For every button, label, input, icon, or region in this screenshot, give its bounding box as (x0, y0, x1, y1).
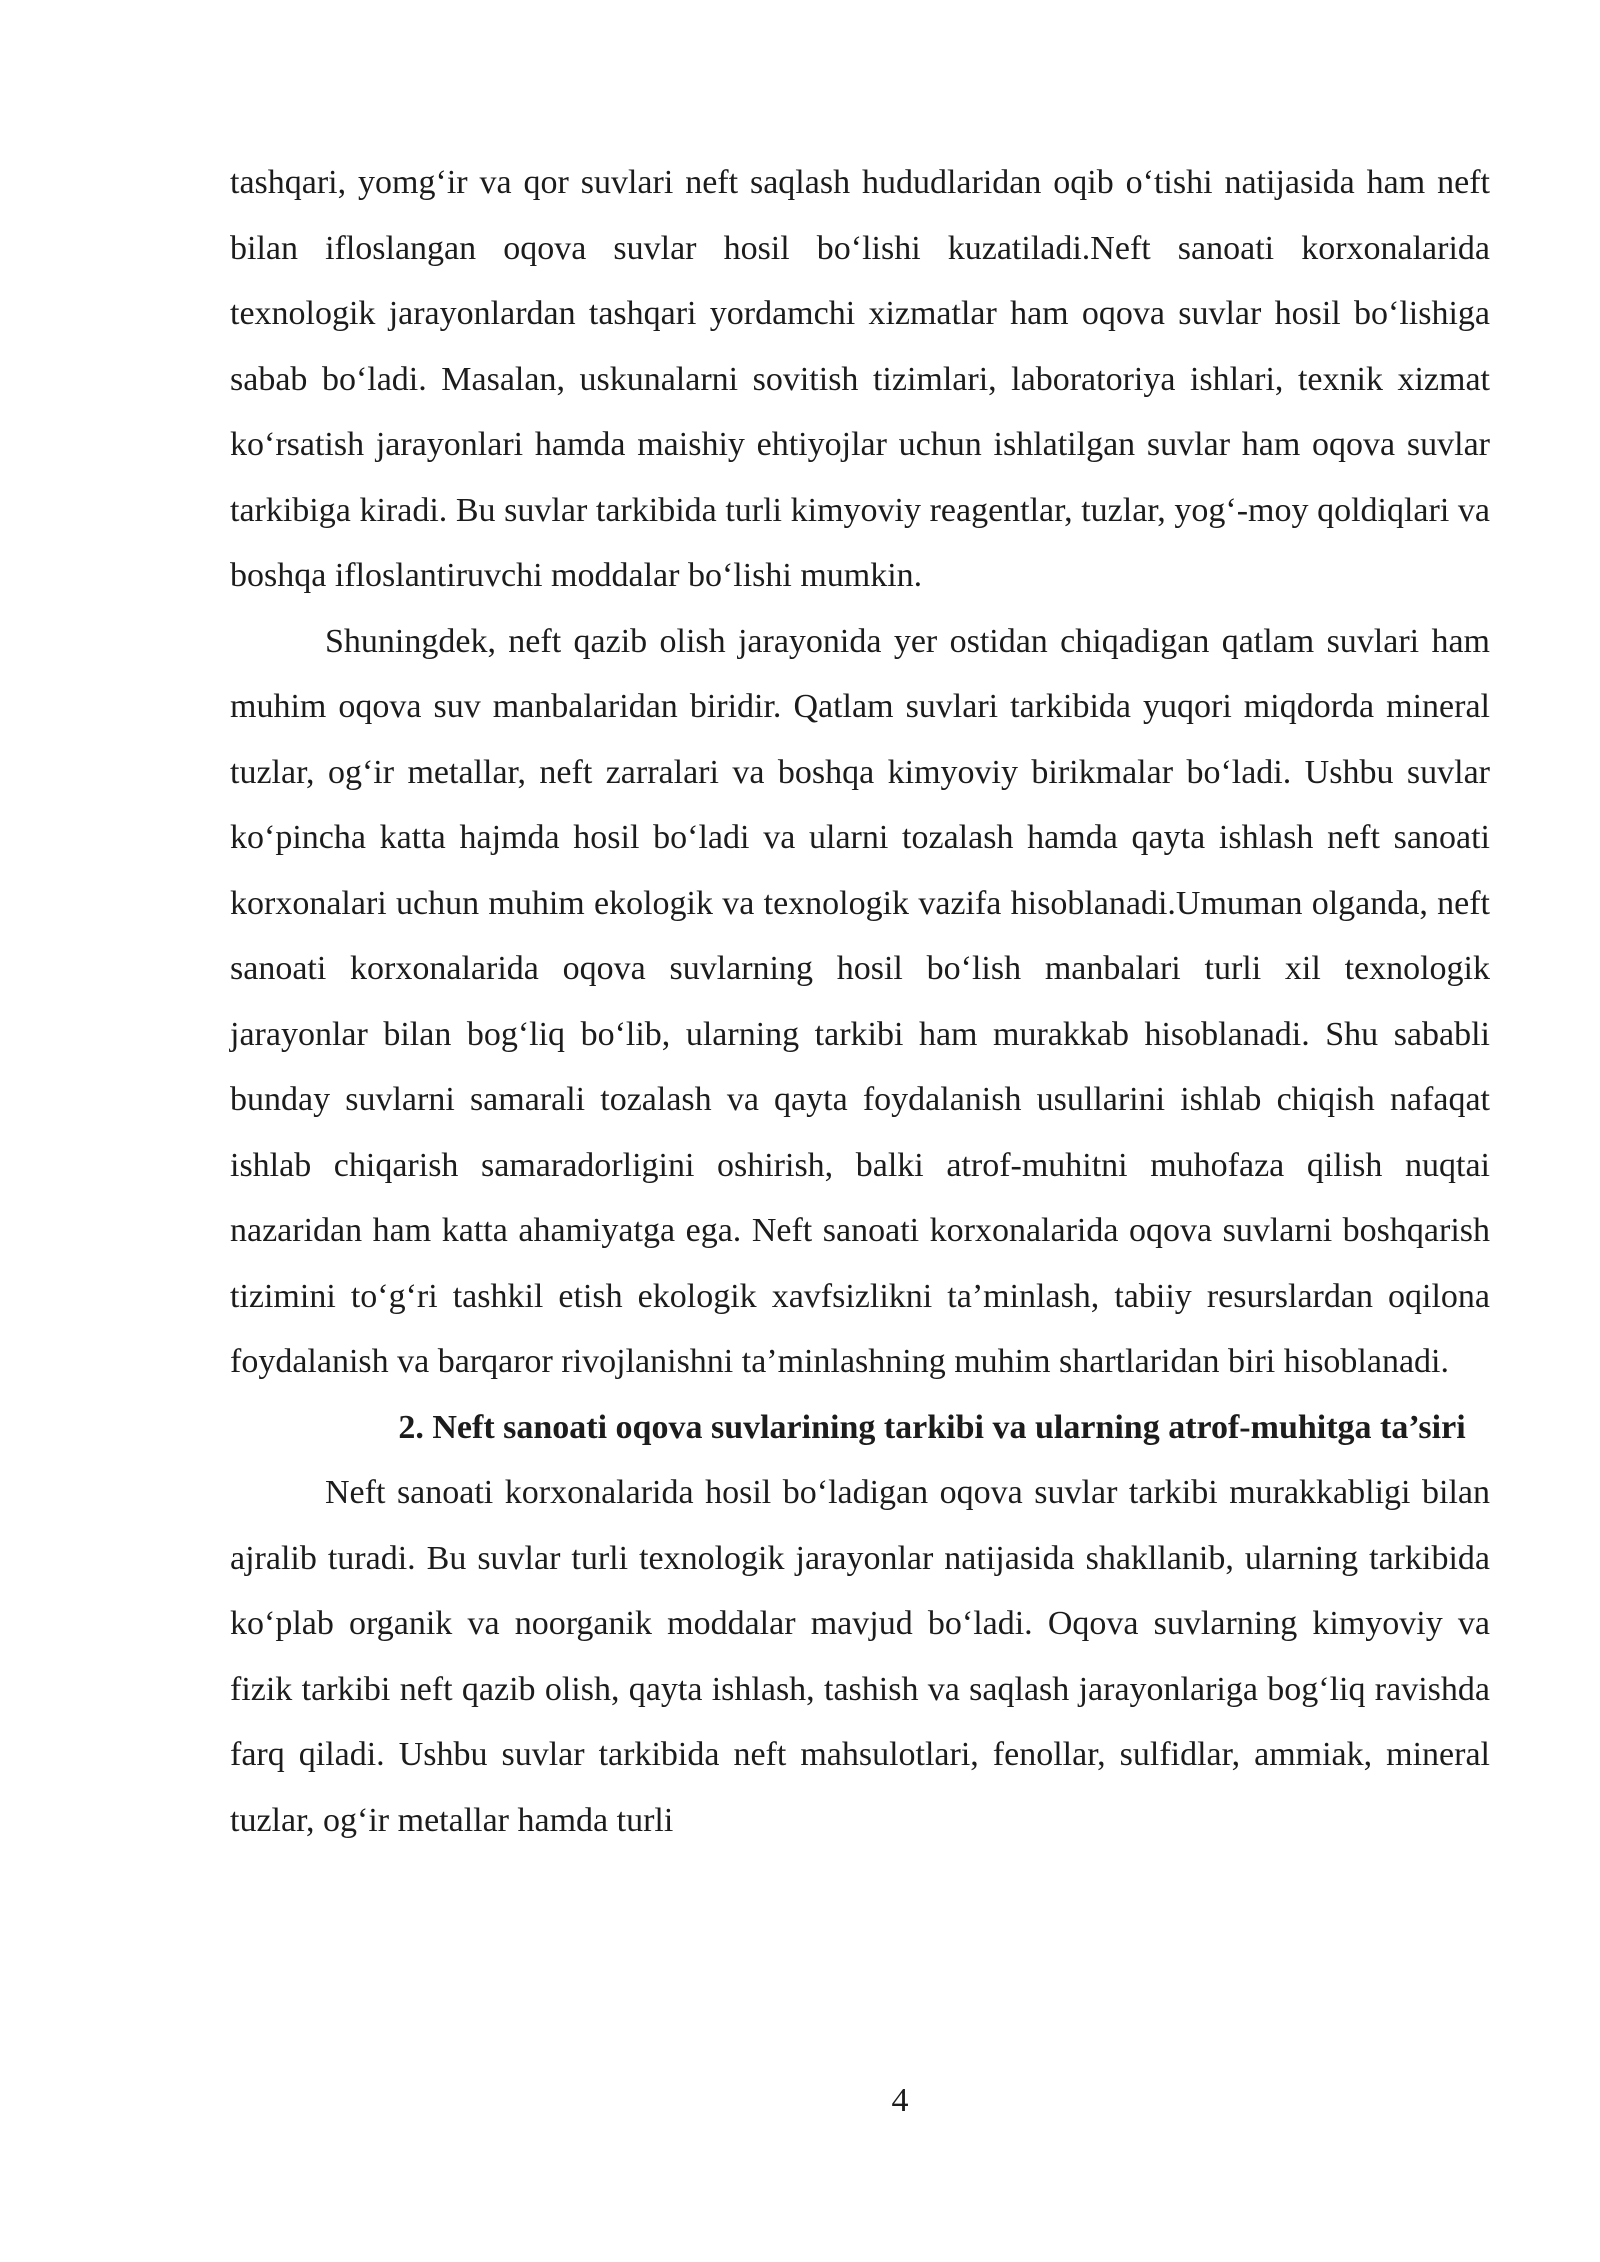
page-number: 4 (891, 2082, 909, 2119)
paragraph-continuation: tashqari, yomg‘ir va qor suvlari neft saqlash hududlaridan oqib o‘tishi natijasida ham neft bilan ifloslangan oqova suvlar hosil bo‘lishi kuzatiladi.Neft sanoati korxonalarida texnologik jarayonlardan tashqari yordamchi xizmatlar ham oqova suvlar hosil bo‘lishiga sabab bo‘ladi. Masalan, uskunalarni sovitish tizimlari, laboratoriya ishlari, texnik xizmat ko‘rsatish jarayonlari hamda maishiy ehtiyojlar uchun ishlatilgan suvlar ham oqova suvlar tarkibiga kiradi. Bu suvlar tarkibida turli kimyoviy reagentlar, tuzlar, yog‘-moy qoldiqlari va boshqa ifloslantiruvchi moddalar bo‘lishi mumkin. (230, 164, 1490, 594)
paragraph-qatlam-suvlari: Shuningdek, neft qazib olish jarayonida yer ostidan chiqadigan qatlam suvlari ham muhim oqova suv manbalaridan biridir. Qatlam suvlari tarkibida yuqori miqdorda mineral tuzlar, og‘ir metallar, neft zarralari va boshqa kimyoviy birikmalar bo‘ladi. Ushbu suvlar ko‘pincha katta hajmda hosil bo‘ladi va ularni tozalash hamda qayta ishlash neft sanoati korxonalari uchun muhim ekologik va texnologik vazifa hisoblanadi.Umuman olganda, neft sanoati korxonalarida oqova suvlarning hosil bo‘lish manbalari turli xil texnologik jarayonlar bilan bog‘liq bo‘lib, ularning tarkibi ham murakkab hisoblanadi. Shu sababli bunday suvlarni samarali tozalash va qayta foydalanish usullarini ishlab chiqish nafaqat ishlab chiqarish samaradorligini oshirish, balki atrof-muhitni muhofaza qilish nuqtai nazaridan ham katta ahamiyatga ega. Neft sanoati korxonalarida oqova suvlarni boshqarish tizimini to‘g‘ri tashkil etish ekologik xavfsizlikni ta’minlash, tabiiy resurslardan oqilona foydalanish va barqaror rivojlanishni ta’minlashning muhim shartlaridan biri hisoblanadi. (230, 622, 1490, 1380)
section-heading: 2. Neft sanoati oqova suvlarining tarkibi va ularning atrof-muhitga ta’siri (398, 1408, 1466, 1446)
document-page (230, 150, 1490, 1853)
paragraph-section-intro: Neft sanoati korxonalarida hosil bo‘ladigan oqova suvlar tarkibi murakkabligi bilan ajralib turadi. Bu suvlar turli texnologik jarayonlar natijasida shakllanib, ularning tarkibida ko‘plab organik va noorganik moddalar mavjud bo‘ladi. Oqova suvlarning kimyoviy va fizik tarkibi neft qazib olish, qayta ishlash, tashish va saqlash jarayonlariga bog‘liq ravishda farq qiladi. Ushbu suvlar tarkibida neft mahsulotlari, fenollar, sulfidlar, ammiak, mineral tuzlar, og‘ir metallar hamda turli (230, 1474, 1490, 1839)
